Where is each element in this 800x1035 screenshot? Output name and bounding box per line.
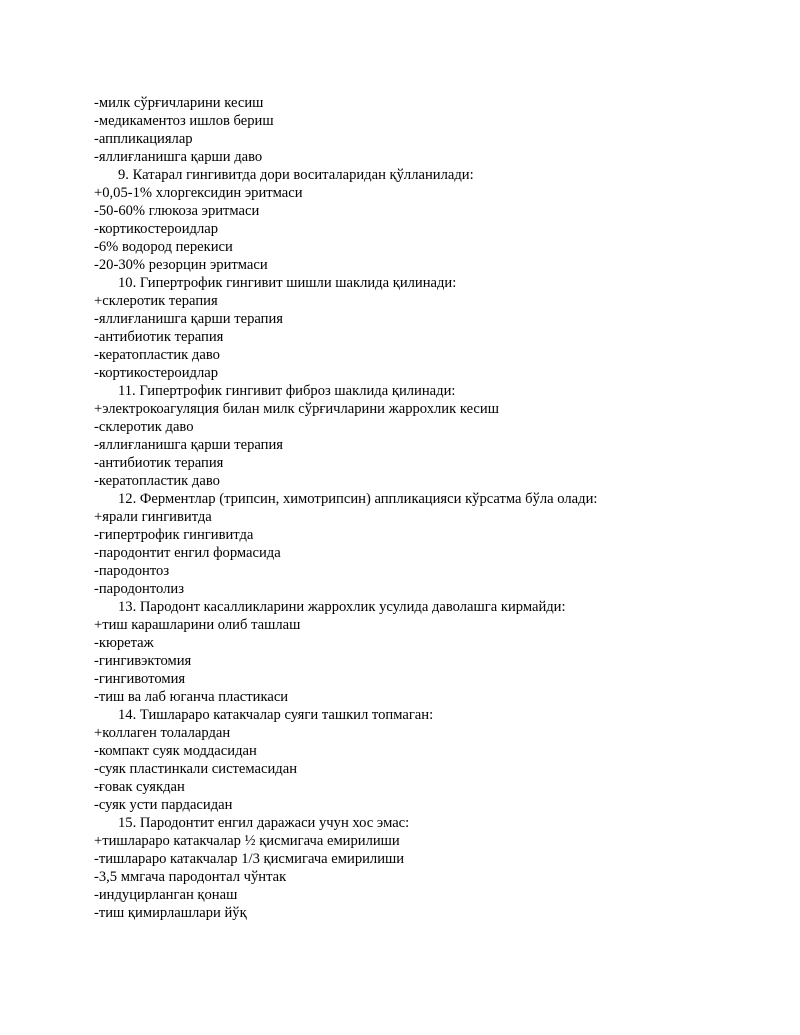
answer-line: -яллиғланишга қарши терапия [94,437,283,453]
answer-line: -суяк пластинкали системасидан [94,761,298,777]
answer-line: -суяк усти пардасидан [94,797,233,813]
question-line: 11. Гипертрофик гингивит фиброз шаклида қилинади: [118,383,456,399]
answer-line: -20-30% резорцин эритмаси [94,257,268,273]
answer-line: +коллаген толалардан [94,725,231,741]
answer-line: -пародонтоз [94,563,170,579]
answer-line: -компакт суяк моддасидан [94,743,257,759]
answer-line: +электрокоагуляция билан милк сўрғичларини жаррохлик кесиш [94,401,499,417]
answer-line: -3,5 ммгача пародонтал чўнтак [94,869,287,885]
answer-line: -гипертрофик гингивитда [94,527,254,543]
answer-line: -кератопластик даво [94,473,220,489]
answer-line: -кератопластик даво [94,347,220,363]
question-line: 12. Ферментлар (трипсин, химотрипсин) аппликацияси кўрсатма бўла олади: [118,491,598,507]
question-line: 14. Тишлараро катакчалар суяги ташкил топмаган: [118,707,434,723]
answer-line: -гингивотомия [94,671,186,687]
answer-line: -тишлараро катакчалар 1/3 қисмигача емирилиши [94,851,405,867]
answer-line: +0,05-1% хлоргексидин эритмаси [94,185,303,201]
answer-line: -антибиотик терапия [94,329,224,345]
answer-line: -кюретаж [94,635,154,651]
question-line: 15. Пародонтит енгил даражаси учун хос эмас: [118,815,410,831]
answer-line: -медикаментоз ишлов бериш [94,113,274,129]
answer-line: -50-60% глюкоза эритмаси [94,203,260,219]
answer-line: -кортикостероидлар [94,221,219,237]
answer-line: -индуцирланган қонаш [94,887,238,903]
answer-line: -аппликациялар [94,131,193,147]
answer-line: -тиш ва лаб юганча пластикаси [94,689,289,705]
answer-line: -яллиғланишга қарши даво [94,149,263,165]
answer-line: -кортикостероидлар [94,365,219,381]
question-line: 9. Катарал гингивитда дори воситаларидан қўлланилади: [118,167,474,183]
answer-line: +склеротик терапия [94,293,218,309]
answer-line: -пародонтолиз [94,581,184,597]
answer-line: -тиш қимирлашлари йўқ [94,905,247,921]
answer-line: -милк сўрғичларини кесиш [94,95,264,111]
answer-line: -антибиотик терапия [94,455,224,471]
answer-line: +ярали гингивитда [94,509,212,525]
answer-line: -гингивэктомия [94,653,192,669]
answer-line: -склеротик даво [94,419,194,435]
answer-line: +тиш карашларини олиб ташлаш [94,617,301,633]
answer-line: -яллиғланишга қарши терапия [94,311,283,327]
answer-line: -ғовак суякдан [94,779,185,795]
question-line: 13. Пародонт касалликларини жаррохлик усулида даволашга кирмайди: [118,599,566,615]
answer-line: -пародонтит енгил формасида [94,545,281,561]
answer-line: -6% водород перекиси [94,239,233,255]
question-line: 10. Гипертрофик гингивит шишли шаклида қилинади: [118,275,457,291]
answer-line: +тишлараро катакчалар ½ қисмигача емирилиши [94,833,400,849]
document-body [94,94,734,922]
